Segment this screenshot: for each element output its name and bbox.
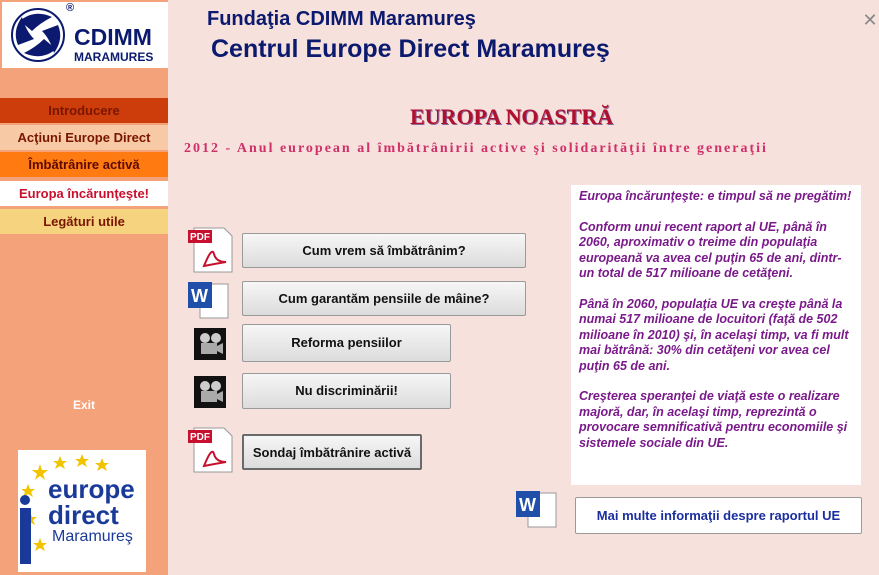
logo-registered: ® [66, 2, 75, 14]
video-icon[interactable] [194, 328, 226, 365]
word-icon[interactable] [514, 489, 560, 536]
badge-region: Maramureş [52, 528, 133, 545]
btn-pensii[interactable]: Cum garantăm pensiile de mâine? [242, 281, 526, 316]
badge-europe: europe [48, 474, 135, 504]
exit-button[interactable]: Exit [72, 398, 95, 412]
organization-title: Fundaţia CDIMM Maramureş [207, 8, 476, 30]
sidebar-item-introducere[interactable]: Introducere [0, 98, 168, 123]
info-paragraph: Până în 2060, populaţia UE va creşte până la numai 517 milioane de locuitori (faţă de 502 milioane în 2010) şi, în acelaşi timp, va fi mult mai bătrână: 30% din cetăţeni vor avea cel puţin 65 de ani. [579, 296, 849, 373]
pdf-icon[interactable] [186, 226, 236, 279]
word-icon[interactable] [186, 280, 232, 327]
btn-cum-vrem[interactable]: Cum vrem să îmbătrânim? [242, 233, 526, 268]
sidebar-item-imbatranire[interactable]: Îmbătrânire activă [0, 152, 168, 177]
btn-reforma[interactable]: Reforma pensiilor [242, 324, 451, 362]
page-subtitle: 2012 - Anul european al îmbătrânirii active şi solidarităţii între generaţii [184, 141, 768, 156]
info-paragraph: Europa încărunţeşte: e timpul să ne pregătim! [579, 189, 852, 203]
svg-text:PDF: PDF [190, 432, 210, 443]
logo-sub: MARAMURES [74, 50, 154, 64]
more-info-button[interactable]: Mai multe informaţii despre raportul UE [575, 497, 862, 534]
svg-text:W: W [519, 495, 536, 515]
sidebar-item-actiuni[interactable]: Acţiuni Europe Direct [0, 125, 168, 150]
pdf-icon[interactable] [186, 426, 236, 479]
sidebar [0, 0, 168, 575]
info-paragraph: Conform unui recent raport al UE, până în 2060, aproximativ o treime din populaţia europeană va avea cel puţin 65 de ani, dintr-un total de 517 milioane de cetăţeni. [579, 219, 842, 280]
info-paragraph: Creşterea speranţei de viaţă este o realizare majoră, dar, în acelaşi timp, reprezintă o provocare semnificativă pentru economiile şi sistemele sociale din UE. [579, 389, 848, 450]
sidebar-item-legaturi[interactable]: Legături utile [0, 209, 168, 234]
btn-discriminare[interactable]: Nu discriminării! [242, 373, 451, 409]
europe-direct-logo [18, 450, 146, 572]
sidebar-item-europa[interactable]: Europa încărunţeşte! [0, 181, 168, 206]
center-title: Centrul Europe Direct Maramureş [211, 35, 610, 63]
svg-text:W: W [191, 286, 208, 306]
logo-name: CDIMM [74, 24, 152, 50]
page-title: EUROPA NOASTRĂ [410, 104, 614, 129]
btn-sondaj[interactable]: Sondaj îmbătrânire activă [242, 434, 422, 470]
video-icon[interactable] [194, 376, 226, 413]
svg-text:PDF: PDF [190, 232, 210, 243]
close-icon[interactable]: ✕ [862, 10, 878, 30]
cdimm-logo [2, 2, 168, 68]
info-panel [571, 185, 861, 485]
badge-direct: direct [48, 500, 119, 530]
